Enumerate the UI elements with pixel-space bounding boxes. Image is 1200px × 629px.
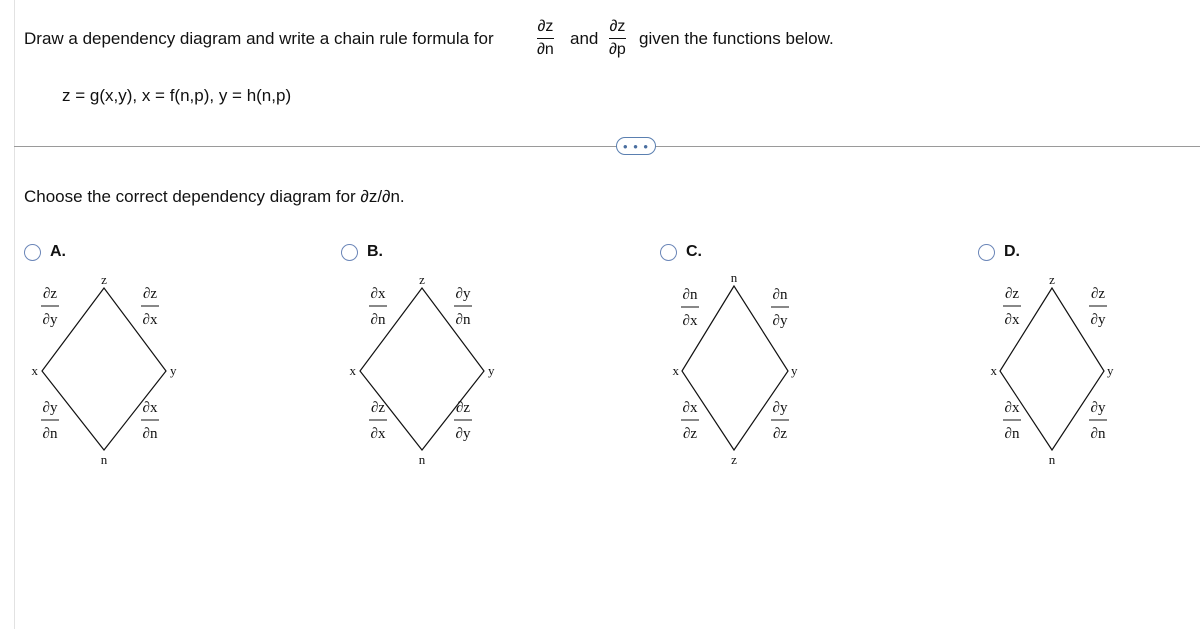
dependency-diagram-b [348,270,508,470]
edge-lower-left-den: ∂x [370,426,386,442]
node-top: z [1049,272,1055,287]
edge-lower-right-num: ∂z [455,400,471,416]
edge-upper-left-num: ∂z [42,286,58,302]
fraction-denominator: ∂n [537,41,554,58]
edge-lower-right-num: ∂y [772,400,788,416]
edge-upper-left-num: ∂x [370,286,386,302]
radio-circle-icon[interactable] [978,244,995,261]
node-left: x [349,363,356,378]
part-prompt: Choose the correct dependency diagram for ∂z/∂n. [24,187,405,206]
radio-circle-icon[interactable] [24,244,41,261]
option-a-radio[interactable] [24,243,66,261]
option-label: D. [1004,243,1020,260]
edge-upper-right-den: ∂y [1090,312,1106,328]
node-right: y [170,363,177,378]
node-right: y [1107,363,1114,378]
edge-lower-right-num: ∂x [142,400,158,416]
edge-upper-right-den: ∂n [455,312,471,328]
fraction-numerator: ∂z [537,18,554,35]
edge-lower-right-num: ∂y [1090,400,1106,416]
node-right: y [488,363,495,378]
node-right: y [791,363,798,378]
fraction-numerator: ∂z [609,18,626,35]
radio-circle-icon[interactable] [660,244,677,261]
node-top: z [419,272,425,287]
option-label: C. [686,243,702,260]
edge-lower-left-num: ∂z [370,400,386,416]
node-top: z [101,272,107,287]
edge-lower-right-den: ∂n [1090,426,1106,442]
function-definitions: z = g(x,y), x = f(n,p), y = h(n,p) [62,86,292,105]
edge-lower-right-den: ∂n [142,426,158,442]
edge-upper-right-den: ∂x [142,312,158,328]
edge-lower-left-den: ∂z [682,426,698,442]
node-bottom: n [1048,452,1056,467]
node-bottom: z [731,452,737,467]
question-fraction-dz-dp [609,17,626,60]
edge-lower-left-num: ∂x [1004,400,1020,416]
edge-upper-right-num: ∂z [1090,286,1106,302]
edge-lower-right-den: ∂y [455,426,471,442]
edge-upper-right-den: ∂y [772,313,788,329]
question-and: and [570,29,599,48]
edge-lower-left-num: ∂x [682,400,698,416]
more-button[interactable]: • • • [616,137,656,155]
edge-lower-right-den: ∂z [772,426,788,442]
option-d-radio[interactable] [978,243,1020,261]
node-left: x [31,363,38,378]
node-left: x [990,363,997,378]
fraction-denominator: ∂p [609,41,626,58]
dependency-diagram-c [660,266,820,470]
edge-upper-left-den: ∂x [682,313,698,329]
option-c-radio[interactable] [660,243,702,261]
edge-upper-left-num: ∂z [1004,286,1020,302]
edge-upper-right-num: ∂n [772,287,788,303]
edge-lower-left-num: ∂y [42,400,58,416]
edge-upper-left-den: ∂y [42,312,58,328]
question-text-after: given the functions below. [639,29,834,48]
edge-upper-left-den: ∂x [1004,312,1020,328]
edge-upper-right-num: ∂z [142,286,158,302]
dependency-diagram-d [978,270,1138,470]
node-top: n [730,270,738,285]
dependency-diagram-a [30,270,190,470]
question-text-before: Draw a dependency diagram and write a chain rule formula for [24,29,494,48]
edge-upper-left-den: ∂n [370,312,386,328]
option-b-radio[interactable] [341,243,383,261]
edge-upper-right-num: ∂y [455,286,471,302]
edge-lower-left-den: ∂n [42,426,58,442]
radio-circle-icon[interactable] [341,244,358,261]
node-bottom: n [100,452,108,467]
edge-lower-left-den: ∂n [1004,426,1020,442]
node-bottom: n [418,452,426,467]
option-label: B. [367,243,383,260]
option-label: A. [50,243,66,260]
edge-upper-left-num: ∂n [682,287,698,303]
section-divider [14,146,1200,147]
node-left: x [672,363,679,378]
question-fraction-dz-dn [537,17,554,60]
